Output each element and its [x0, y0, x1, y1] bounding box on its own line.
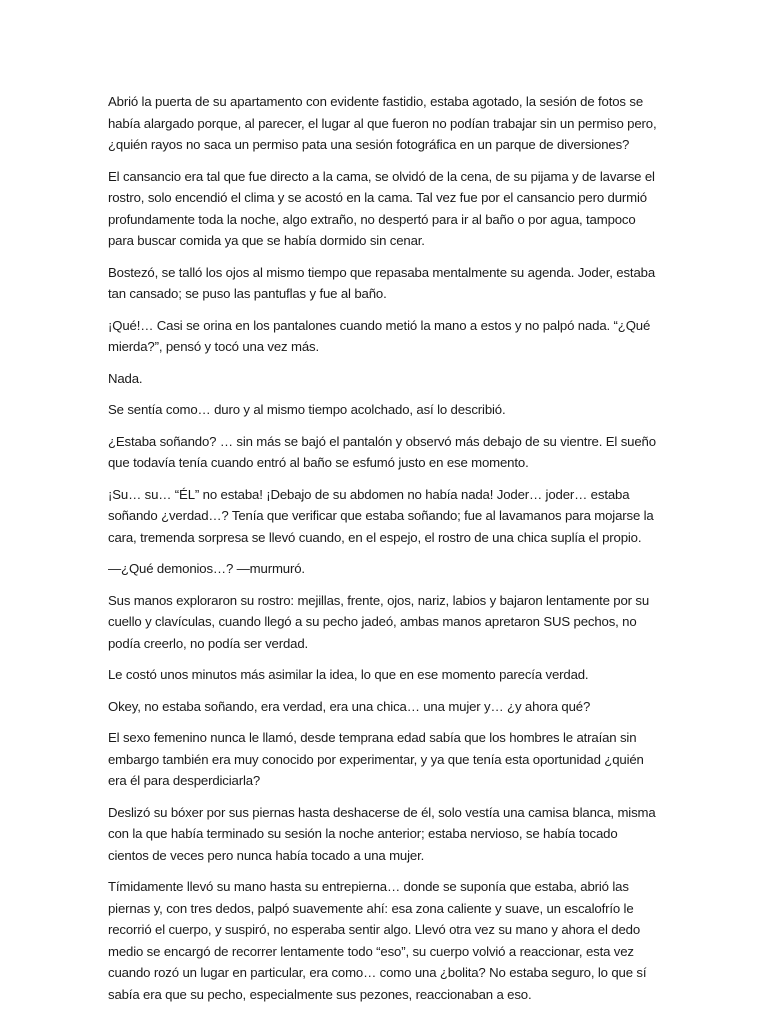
paragraph: Bostezó, se talló los ojos al mismo tiempo que repasaba mentalmente su agenda. Joder, estaba tan cansado; se puso las pantuflas y fue al baño.: [108, 264, 655, 301]
paragraph: Abrió la puerta de su apartamento con evidente fastidio, estaba agotado, la sesión de fotos se había alargado porque, al parecer, el lugar al que fueron no podían trabajar sin un permiso pero, ¿quién rayos no saca un permiso pata una sesión fotográfica en un parque de diversiones?: [108, 94, 657, 152]
paragraph: Okey, no estaba soñando, era verdad, era una chica… una mujer y… ¿y ahora qué?: [108, 698, 591, 714]
paragraph: Se sentía como… duro y al mismo tiempo acolchado, así lo describió.: [108, 402, 506, 417]
paragraph: Sus manos exploraron su rostro: mejillas, frente, ojos, nariz, labios y bajaron lentamente por su cuello y clavículas, cuando llegó a su pecho jadeó, ambas manos apretaron SUS pechos, no podía creerlo, no podía ser verdad.: [108, 592, 650, 651]
document-page: [108, 91, 661, 1015]
paragraph: Deslizó su bóxer por sus piernas hasta deshacerse de él, solo vestía una camisa blanca, misma con la que había terminado su sesión la noche anterior; estaba nervioso, se había tocado cientos de veces pero nunca había tocado a una mujer.: [108, 804, 656, 863]
paragraph: Nada.: [108, 370, 143, 386]
paragraph: Le costó unos minutos más asimilar la idea, lo que en ese momento parecía verdad.: [108, 667, 589, 682]
paragraph: Tímidamente llevó su mano hasta su entrepierna… donde se suponía que estaba, abrió las piernas y, con tres dedos, palpó suavemente ahí: esa zona caliente y suave, un escalofrío le recorrió el cuerpo, y suspiró, no esperaba sentir algo. Llevó otra vez su mano y ahora el dedo medio se encargó de recorrer lentamente todo “eso”, su cuerpo volvió a reaccionar, esta vez cuando rozó un lugar en particular, era como… como una ¿bolita? No estaba seguro, lo que sí sabía era que su pecho, especialmente sus pezones, reaccionaban a eso.: [108, 879, 647, 1002]
paragraph: ¡Qué!… Casi se orina en los pantalones cuando metió la mano a estos y no palpó nada. “¿Qué mierda?”, pensó y tocó una vez más.: [108, 317, 651, 354]
paragraph: ¿Estaba soñando? … sin más se bajó el pantalón y observó más debajo de su vientre. El sueño que todavía tenía cuando entró al baño se esfumó justo en ese momento.: [108, 433, 656, 470]
paragraph: El cansancio era tal que fue directo a la cama, se olvidó de la cena, de su pijama y de lavarse el rostro, solo encendió el clima y se acostó en la cama. Tal vez fue por el cansancio pero durmió profundamente toda la noche, algo extraño, no despertó para ir al baño o por agua, tampoco para buscar comida ya que se había dormido sin cenar.: [108, 168, 655, 248]
paragraph: —¿Qué demonios…? —murmuró.: [108, 561, 305, 576]
paragraph: ¡Su… su… “ÉL” no estaba! ¡Debajo de su abdomen no había nada! Joder… joder… estaba soñando ¿verdad…? Tenía que verificar que estaba soñando; fue al lavamanos para mojarse la cara, tremenda sorpresa se llevó cuando, en el espejo, el rostro de una chica suplía el propio.: [108, 486, 654, 545]
paragraph: El sexo femenino nunca le llamó, desde temprana edad sabía que los hombres le atraían sin embargo también era muy conocido por experimentar, y ya que tenía esta oportunidad ¿quién era él para desperdiciarla?: [108, 730, 644, 788]
